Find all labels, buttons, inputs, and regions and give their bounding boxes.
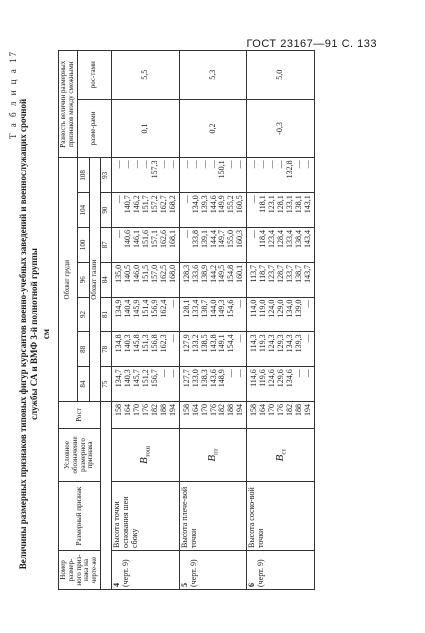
row-symbol (179, 429, 247, 482)
cell-values: — 118,4 123,4 128,4 133,4 138,4 143,4 (247, 228, 315, 263)
symbol-sub: ст (280, 448, 288, 455)
symbol-value: B (138, 457, 151, 465)
col-rost-header: Рост (59, 402, 101, 429)
col-feature-header: Размерный признак (59, 482, 101, 551)
number-value: 5 (179, 583, 189, 587)
ref-value: (черт. 9) (120, 559, 130, 587)
table-title (18, 84, 52, 584)
diff-height-value: 5,3 (179, 51, 247, 100)
cell-values: — — — — 150,1 — — (179, 158, 247, 193)
cell-values: — — — — 132,8 — — (247, 158, 315, 193)
measurements-table (58, 50, 315, 590)
row-number (111, 551, 179, 590)
row-heights: 158 164 170 176 182 188 194 (179, 402, 247, 429)
chest-value: 100 (77, 228, 90, 263)
table-row (179, 51, 247, 590)
cell-values: 134,9 140,4 145,9 151,4 156,9 162,4 — (111, 297, 179, 332)
row-number (179, 551, 247, 590)
cell-values: 127,7 133,0 138,3 143,6 148,9 — — (179, 367, 247, 402)
diff-size-value: 0,2 (179, 99, 247, 158)
row-symbol (111, 429, 179, 482)
cell-values: 114,0 119,0 124,0 129,0 134,0 139,0 — (247, 297, 315, 332)
cell-values: — 133,8 139,1 144,4 149,7 155,0 160,3 (179, 228, 247, 263)
ref-value: (черт. 9) (188, 559, 198, 587)
cell-values: — 140,6 146,1 151,6 157,1 162,6 168,1 (111, 228, 179, 263)
row-feature: Высота соско-вой точки (247, 482, 315, 551)
table-row (247, 51, 315, 590)
diff-size-value: 0,1 (111, 99, 179, 158)
cell-values: — 140,7 146,2 151,7 157,2 162,7 168,2 (111, 193, 179, 228)
cell-values: 134,7 140,3 145,7 151,2 156,7 — — (111, 367, 179, 402)
row-symbol (247, 429, 315, 482)
row-feature: Высота точки основания шеи сбоку (111, 482, 179, 551)
diff-size-value: -0,3 (247, 99, 315, 158)
cell-values: — 134,0 139,3 144,6 149,9 155,2 160,5 (179, 193, 247, 228)
cell-values: 134,8 140,3 145,8 151,3 156,8 162,3 — (111, 332, 179, 367)
number-value: 6 (247, 583, 257, 587)
ref-value: (черт. 9) (256, 559, 266, 587)
waist-value: 90 (101, 193, 112, 228)
symbol-sub: пт (212, 448, 220, 455)
chest-value: 96 (77, 262, 90, 297)
rotated-table-page (8, 50, 403, 590)
diff-size-header: разме-рами (77, 99, 111, 158)
waist-value: 93 (101, 158, 112, 193)
waist-header: Обхват талии (90, 158, 101, 402)
waist-value: 84 (101, 262, 112, 297)
cell-values: 114,3 119,3 124,3 129,3 134,3 139,3 — (247, 332, 315, 367)
chest-header: Обхват груди (59, 158, 78, 402)
chest-value: 104 (77, 193, 90, 228)
symbol-value: B (205, 454, 218, 462)
waist-value: 78 (101, 332, 112, 367)
chest-value: 92 (77, 297, 90, 332)
number-value: 4 (111, 583, 121, 587)
row-heights: 158 164 170 176 182 188 194 (111, 402, 179, 429)
row-number (247, 551, 315, 590)
diff-header: Разность величин размерных признаков между смежными (59, 51, 78, 158)
chest-value: 84 (77, 367, 90, 402)
cell-values: 128,3 133,6 138,9 144,2 149,5 154,8 160,1 (179, 262, 247, 297)
title-text: Величины размерных признаков типовых фигур курсантов военно-учебных заведений и военнослужащих срочной службы СА и ВМФ 3-й полнотной группы (18, 98, 40, 570)
cell-values: 135,0 140,5 146,0 151,5 157,0 162,5 168,0 (111, 262, 179, 297)
chest-value: 88 (77, 332, 90, 367)
row-feature: Высота плече-вой точки (179, 482, 247, 551)
diff-height-header: рос-тами (77, 51, 111, 100)
page-header: ГОСТ 23167—91 С. 133 (246, 38, 377, 50)
cell-values: 127,9 133,2 138,5 143,8 149,1 154,4 — (179, 332, 247, 367)
table-row (111, 51, 179, 590)
unit-text: см (40, 328, 51, 340)
col-symbol-header: Условное обозначение размерного признака (59, 429, 101, 482)
symbol-sub: тош (144, 446, 152, 458)
symbol-value: B (273, 454, 286, 462)
cell-values: — 118,1 123,1 128,1 133,1 138,1 143,1 (247, 193, 315, 228)
col-number-header: Номер размер-ного приз-нака на черте-же (59, 551, 101, 590)
waist-value: 81 (101, 297, 112, 332)
table-label: Т а б л и ц а 17 (8, 50, 18, 139)
chest-value: 108 (77, 158, 90, 193)
cell-values: 114,6 119,6 124,6 129,6 134,6 — — (247, 367, 315, 402)
cell-values: 113,7 118,7 123,7 128,7 133,7 138,7 143,7 (247, 262, 315, 297)
waist-value: 87 (101, 228, 112, 263)
diff-height-value: 5,5 (111, 51, 179, 100)
diff-height-value: 5,0 (247, 51, 315, 100)
cell-values: 128,1 133,4 138,7 144,0 149,3 154,6 — (179, 297, 247, 332)
cell-values: — — — — 157,3 — — (111, 158, 179, 193)
row-heights: 158 164 170 176 182 188 194 (247, 402, 315, 429)
waist-value: 75 (101, 367, 112, 402)
